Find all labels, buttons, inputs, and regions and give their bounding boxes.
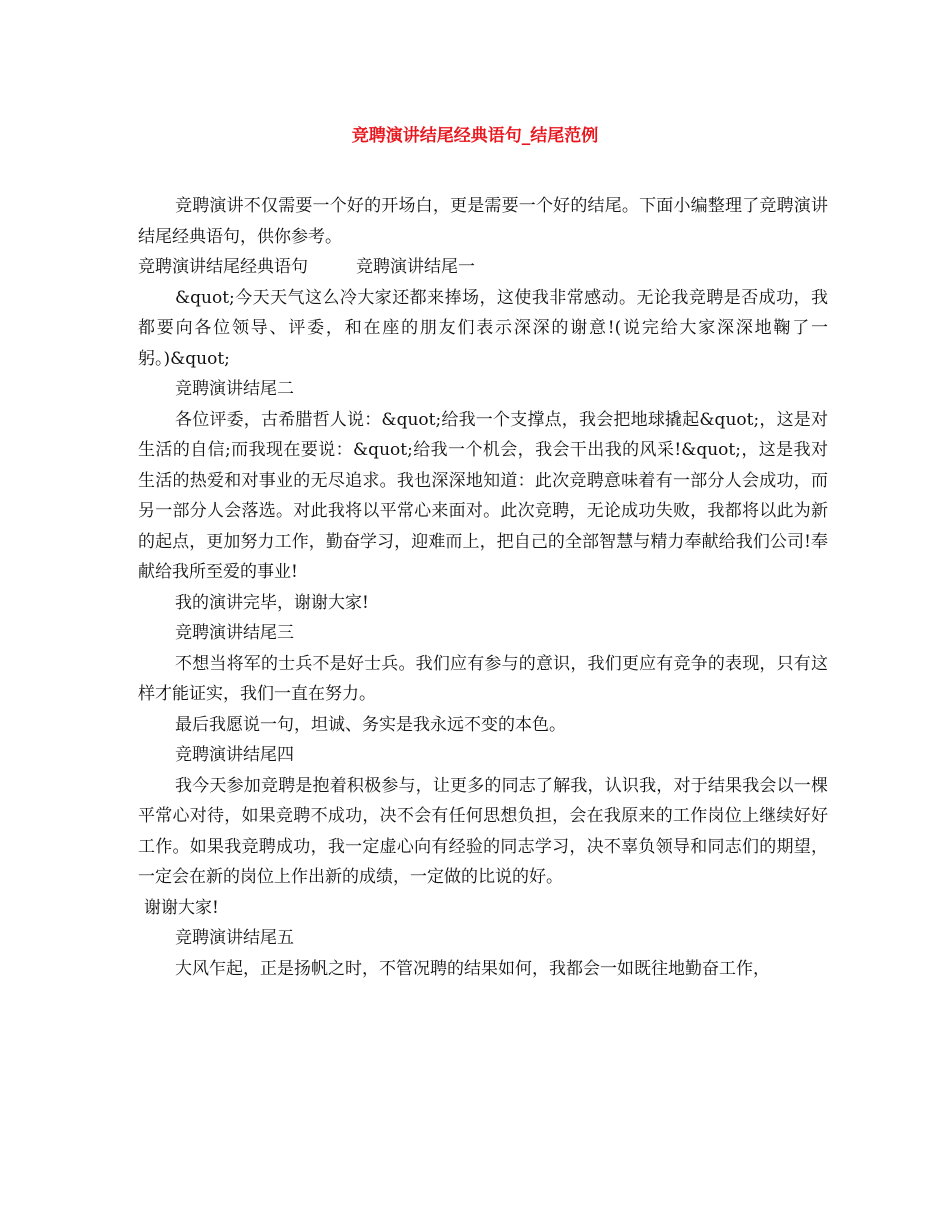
- paragraph-3b: 最后我愿说一句，坦诚、务实是我永远不变的本色。: [175, 714, 566, 735]
- heading-4: 竞聘演讲结尾四: [175, 745, 294, 765]
- heading-5: 竞聘演讲结尾五: [175, 928, 294, 948]
- heading-3: 竞聘演讲结尾三: [175, 623, 294, 643]
- paragraph-1: &quot;今天天气这么冷大家还都来捧场，这使我非常感动。无论我竞聘是否成功，我都要向各位领导、评委，和在座的朋友们表示深深的谢意!(说完给大家深深地鞠了一躬。)&quot;: [138, 287, 828, 369]
- document-body: [138, 191, 828, 984]
- heading-2: 竞聘演讲结尾二: [175, 379, 294, 399]
- paragraph-4b: 谢谢大家!: [144, 897, 219, 918]
- paragraph-5: 大风乍起，正是扬帆之时，不管况聘的结果如何，我都会一如既往地勤奋工作，: [175, 958, 770, 979]
- paragraph-3: 不想当将军的士兵不是好士兵。我们应有参与的意识，我们更应有竞争的表现，只有这样才能证实，我们一直在努力。: [138, 653, 828, 704]
- document-title: 竞聘演讲结尾经典语句_结尾范例: [351, 126, 599, 146]
- heading-line-left: 竞聘演讲结尾经典语句: [138, 257, 308, 277]
- heading-line-right: 竞聘演讲结尾一: [356, 257, 475, 277]
- paragraph-2: 各位评委，古希腊哲人说：&quot;给我一个支撑点，我会把地球撬起&quot;，这是对生活的自信;而我现在要说：&quot;给我一个机会，我会干出我的风采!&quot;，这是我对生活的热爱和对事业的无尽追求。我也深深地知道：此次竞聘意味着有一部分人会成功，而另一部分人会落选。对此我将以平常心来面对。此次竞聘，无论成功失败，我都将以此为新的起点，更加努力工作，勤奋学习，迎难而上，把自己的全部智慧与精力奉献给我们公司!奉献给我所至爱的事业!: [138, 409, 828, 582]
- heading-line: [138, 252, 828, 283]
- paragraph-2b: 我的演讲完毕，谢谢大家!: [175, 592, 369, 613]
- intro-paragraph: 竞聘演讲不仅需要一个好的开场白，更是需要一个好的结尾。下面小编整理了竞聘演讲结尾经典语句，供你参考。: [138, 196, 828, 247]
- paragraph-4: 我今天参加竞聘是抱着积极参与，让更多的同志了解我，认识我，对于结果我会以一棵平常心对待，如果竞聘不成功，决不会有任何思想负担，会在我原来的工作岗位上继续好好工作。如果我竞聘成功，我一定虚心向有经验的同志学习，决不辜负领导和同志们的期望，一定会在新的岗位上作出新的成绩，一定做的比说的好。: [138, 775, 828, 887]
